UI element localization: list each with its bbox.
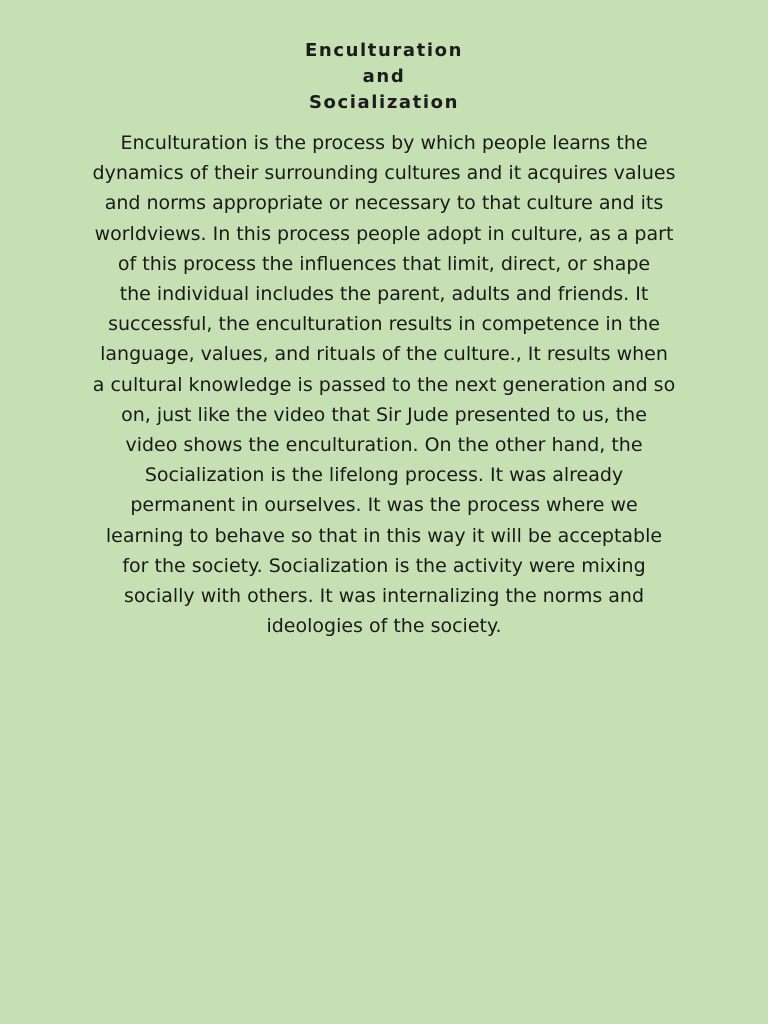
text-line: a cultural knowledge is passed to the next generation and so bbox=[92, 373, 676, 396]
title-line: Enculturation bbox=[305, 40, 463, 61]
text-line: video shows the enculturation. On the other hand, the bbox=[125, 434, 643, 457]
text-line: Enculturation is the process by which people learns the bbox=[120, 132, 648, 154]
text-line: Socialization is the lifelong process. It was already bbox=[144, 464, 624, 487]
text-line: learning to behave so that in this way it will be acceptable bbox=[105, 524, 663, 547]
text-line: of this process the influences that limit, direct, or shape bbox=[117, 252, 651, 275]
text-line: the individual includes the parent, adults and friends. It bbox=[119, 283, 649, 306]
text-line: socially with others. It was internalizing the norms and bbox=[123, 585, 645, 608]
text-line: ideologies of the society. bbox=[266, 615, 502, 638]
text-line: dynamics of their surrounding cultures and it acquires values bbox=[92, 162, 676, 185]
body-paragraph bbox=[58, 128, 710, 641]
text-line: and norms appropriate or necessary to that culture and its bbox=[104, 192, 664, 215]
text-line: language, values, and rituals of the culture., It results when bbox=[100, 343, 668, 366]
title-line: and bbox=[362, 66, 406, 87]
document-title bbox=[0, 38, 768, 116]
text-line: successful, the enculturation results in competence in the bbox=[108, 313, 660, 336]
text-line: on, just like the video that Sir Jude presented to us, the bbox=[121, 403, 647, 426]
text-line: for the society. Socialization is the activity were mixing bbox=[122, 554, 646, 577]
text-line: permanent in ourselves. It was the process where we bbox=[130, 494, 638, 517]
text-line: worldviews. In this process people adopt in culture, as a part bbox=[94, 222, 674, 245]
title-line: Socialization bbox=[308, 92, 460, 113]
